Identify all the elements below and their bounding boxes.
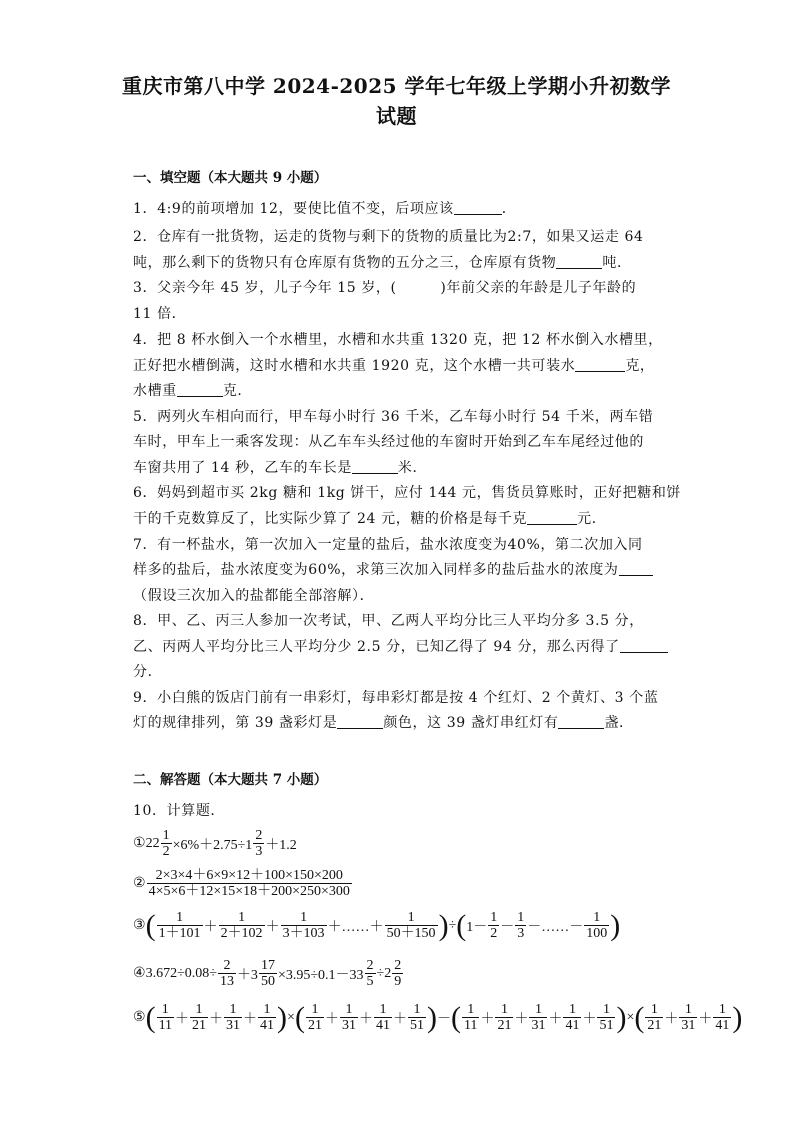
right-paren: ) bbox=[610, 908, 621, 942]
minus: － bbox=[500, 919, 515, 935]
circled-number: ⑤ bbox=[133, 1010, 146, 1025]
right-paren: ) bbox=[426, 1000, 437, 1034]
fraction: $\frac{1}{50+150}$ bbox=[386, 910, 436, 941]
q4-text-2: 克， bbox=[625, 358, 655, 374]
question-4-line-2 bbox=[133, 355, 655, 375]
plus: ＋ bbox=[243, 1011, 258, 1027]
fraction: $\frac{1}{11}$ bbox=[158, 1002, 173, 1033]
plus: ＋ bbox=[698, 1011, 713, 1027]
question-8-line-2 bbox=[133, 636, 668, 656]
fraction: $\frac{1}{3}$ bbox=[517, 910, 525, 941]
question-7-line-1: 7．有一杯盐水，第一次加入一定量的盐后，盐水浓度变为40%，第二次加入同 bbox=[133, 537, 643, 553]
question-4-line-1: 4．把 8 杯水倒入一个水槽里，水槽和水共重 1320 克，把 12 杯水倒入水槽里， bbox=[133, 332, 663, 348]
section-solve-heading: 二、解答题（本大题共 7 小题） bbox=[133, 772, 328, 788]
answer-blank[interactable] bbox=[575, 357, 625, 372]
left-paren: ( bbox=[145, 908, 156, 942]
answer-blank[interactable] bbox=[177, 382, 223, 397]
question-2-line-1: 2．仓库有一批货物，运走的货物与剩下的货物的质量比为2:7，如果又运走 64 bbox=[133, 229, 644, 245]
minus: － bbox=[436, 1011, 451, 1027]
expr-text: 22 bbox=[145, 835, 160, 851]
question-7-line-3: （假设三次加入的盐都能全部溶解）． bbox=[133, 588, 375, 604]
question-2-line-2 bbox=[133, 252, 632, 272]
q2-text: 吨，那么剩下的货物只有仓库原有货物的五分之三，仓库原有货物 bbox=[133, 255, 557, 271]
circled-number: ③ bbox=[133, 918, 146, 933]
fraction: $\frac{1}{100}$ bbox=[586, 910, 608, 941]
divide: ÷ bbox=[448, 917, 457, 933]
fraction: $\frac{17}{50}$ bbox=[260, 958, 275, 989]
answer-blank[interactable] bbox=[352, 459, 398, 474]
q9-text: 灯的规律排列，第 39 盏彩灯是 bbox=[133, 715, 338, 731]
times: × bbox=[626, 1009, 635, 1025]
right-paren: ) bbox=[732, 1000, 743, 1034]
ellipsis: －……－ bbox=[527, 919, 584, 935]
q6-end: 元． bbox=[577, 511, 607, 527]
question-8-line-1: 8．甲、乙、丙三人参加一次考试，甲、乙两人平均分比三人平均分多 3.5 分， bbox=[133, 613, 644, 629]
plus: ＋ bbox=[392, 1011, 407, 1027]
expression-1 bbox=[133, 828, 297, 859]
expression-3 bbox=[133, 910, 620, 941]
plus: ＋ bbox=[358, 1011, 373, 1027]
expression-5 bbox=[133, 1002, 742, 1033]
fraction: $\frac{1}{51}$ bbox=[409, 1002, 424, 1033]
fraction: $\frac{1}{2+102}$ bbox=[220, 910, 263, 941]
left-paren: ( bbox=[456, 908, 467, 942]
plus: ＋ bbox=[664, 1011, 679, 1027]
q9-end: 盏． bbox=[604, 715, 634, 731]
right-paren: ) bbox=[616, 1000, 627, 1034]
fraction: $\frac{1}{31}$ bbox=[681, 1002, 696, 1033]
q5-end: 米． bbox=[397, 460, 428, 476]
left-paren: ( bbox=[634, 1000, 645, 1034]
fraction: $\frac{1}{21}$ bbox=[497, 1002, 512, 1033]
q4-text: 正好把水槽倒满，这时水槽和水共重 1920 克，这个水槽一共可装水 bbox=[133, 358, 576, 374]
fraction: $\frac{1}{41}$ bbox=[565, 1002, 580, 1033]
plus: ＋ bbox=[548, 1011, 563, 1027]
fraction: $\frac{1}{2}$ bbox=[490, 910, 498, 941]
q1-end: ． bbox=[501, 201, 517, 217]
question-4-line-3 bbox=[133, 380, 252, 400]
fraction: $\frac{2}{3}$ bbox=[255, 828, 263, 859]
plus: ＋ bbox=[324, 1011, 339, 1027]
q4-end: 克． bbox=[222, 383, 253, 399]
q9-text-2: 颜色，这 39 盏灯串红灯有 bbox=[383, 715, 559, 731]
fraction: $\frac{1}{31}$ bbox=[341, 1002, 356, 1033]
expr-text: ＋1.2 bbox=[265, 837, 297, 853]
q1-text: 1．4:9的前项增加 12，要使比值不变，后项应该 bbox=[133, 201, 454, 217]
ellipsis: ＋……＋ bbox=[327, 919, 384, 935]
answer-blank[interactable] bbox=[619, 561, 653, 576]
answer-blank[interactable] bbox=[558, 714, 604, 729]
plus: ＋ bbox=[203, 919, 218, 935]
question-9-line-1: 9．小白熊的饭店门前有一串彩灯，每串彩灯都是按 4 个红灯、2 个黄灯、3 个蓝 bbox=[133, 690, 659, 706]
q6-text: 干的千克数算反了，比实际少算了 24 元，糖的价格是每千克 bbox=[133, 511, 528, 527]
plus: ＋ bbox=[209, 1011, 224, 1027]
question-5-line-1: 5．两列火车相向而行，甲车每小时行 36 千米，乙车每小时行 54 千米，两车错 bbox=[133, 409, 654, 425]
circled-number: ② bbox=[133, 876, 146, 891]
question-8-line-3: 分． bbox=[133, 664, 163, 680]
expr-text: ÷2 bbox=[376, 965, 392, 981]
fraction: $\frac{1}{41}$ bbox=[715, 1002, 730, 1033]
plus: ＋ bbox=[265, 919, 280, 935]
expr-text: 3.672÷0.08÷ bbox=[145, 965, 217, 981]
answer-blank[interactable] bbox=[454, 200, 502, 215]
expression-4 bbox=[133, 958, 404, 989]
question-1 bbox=[133, 198, 516, 218]
fraction: $\frac{2\times 3\times 4+6\times 9\times 12+100\times 150\times 200}{4\times 5\times 6+12\times 15\times 18+200\times 250\times 300}$ bbox=[148, 868, 350, 899]
fraction: $\frac{1}{2}$ bbox=[162, 828, 170, 859]
times: × bbox=[287, 1009, 295, 1025]
question-5-line-2: 车时，甲车上一乘客发现：从乙车车头经过他的车窗时开始到乙车车尾经过他的 bbox=[133, 434, 644, 450]
answer-blank[interactable] bbox=[527, 510, 577, 525]
left-paren: ( bbox=[450, 1000, 461, 1034]
question-3-line-1: 3．父亲今年 45 岁，儿子今年 15 岁，( )年前父亲的年龄是儿子年龄的 bbox=[133, 280, 637, 296]
left-paren: ( bbox=[294, 1000, 305, 1034]
fraction: $\frac{1}{21}$ bbox=[192, 1002, 207, 1033]
fraction: $\frac{1}{31}$ bbox=[226, 1002, 241, 1033]
expr-text: 1－ bbox=[466, 919, 488, 935]
expression-2 bbox=[133, 868, 353, 899]
title-line-1: 重庆市第八中学 2024-2025 学年七年级上学期小升初数学 bbox=[121, 74, 672, 98]
question-10-intro: 10．计算题． bbox=[133, 803, 226, 819]
q8-text: 乙、丙两人平均分比三人平均分少 2.5 分，已知乙得了 94 分，那么丙得了 bbox=[133, 639, 620, 655]
right-paren: ) bbox=[277, 1000, 288, 1034]
plus: ＋ bbox=[514, 1011, 529, 1027]
fraction: $\frac{1}{41}$ bbox=[260, 1002, 275, 1033]
question-9-line-2 bbox=[133, 712, 634, 732]
fraction: $\frac{1}{1+101}$ bbox=[158, 910, 201, 941]
expr-text: ＋3 bbox=[236, 967, 258, 983]
answer-blank[interactable] bbox=[337, 714, 383, 729]
q7-text: 样多的盐后，盐水浓度变为60%，求第三次加入同样多的盐后盐水的浓度为 bbox=[133, 562, 619, 578]
section-fill-in-heading: 一、填空题（本大题共 9 小题） bbox=[133, 170, 328, 186]
expr-text: ×6%＋2.75÷1 bbox=[172, 837, 253, 853]
question-7-line-2 bbox=[133, 559, 653, 579]
plus: ＋ bbox=[175, 1011, 190, 1027]
q2-end: 吨． bbox=[602, 255, 632, 271]
fraction: $\frac{2}{5}$ bbox=[366, 958, 374, 989]
fraction: $\frac{2}{13}$ bbox=[219, 958, 234, 989]
right-paren: ) bbox=[438, 908, 449, 942]
question-6-line-2 bbox=[133, 508, 606, 528]
question-6-line-1: 6．妈妈到超市买 2kg 糖和 1kg 饼干，应付 144 元，售货员算账时，正好把糖和饼 bbox=[133, 485, 682, 501]
circled-number: ① bbox=[133, 836, 146, 851]
answer-blank[interactable] bbox=[620, 638, 668, 653]
fraction: $\frac{2}{9}$ bbox=[394, 958, 402, 989]
fraction: $\frac{1}{3+103}$ bbox=[282, 910, 325, 941]
fraction: $\frac{1}{11}$ bbox=[463, 1002, 478, 1033]
q4-text-3: 水槽重 bbox=[133, 383, 177, 399]
title-line-2: 试题 bbox=[376, 104, 417, 128]
answer-blank[interactable] bbox=[556, 254, 602, 269]
expr-text: ×3.95÷0.1－33 bbox=[277, 967, 364, 983]
question-3-line-2: 11 倍． bbox=[133, 306, 187, 322]
fraction: $\frac{1}{21}$ bbox=[307, 1002, 322, 1033]
fraction: $\frac{1}{31}$ bbox=[531, 1002, 546, 1033]
fraction: $\frac{1}{51}$ bbox=[599, 1002, 614, 1033]
fraction: $\frac{1}{21}$ bbox=[647, 1002, 662, 1033]
circled-number: ④ bbox=[133, 966, 146, 981]
q5-text: 车窗共用了 14 秒，乙车的车长是 bbox=[133, 460, 352, 476]
question-5-line-3 bbox=[133, 457, 427, 477]
left-paren: ( bbox=[145, 1000, 156, 1034]
plus: ＋ bbox=[582, 1011, 597, 1027]
plus: ＋ bbox=[480, 1011, 495, 1027]
fraction: $\frac{1}{41}$ bbox=[375, 1002, 390, 1033]
